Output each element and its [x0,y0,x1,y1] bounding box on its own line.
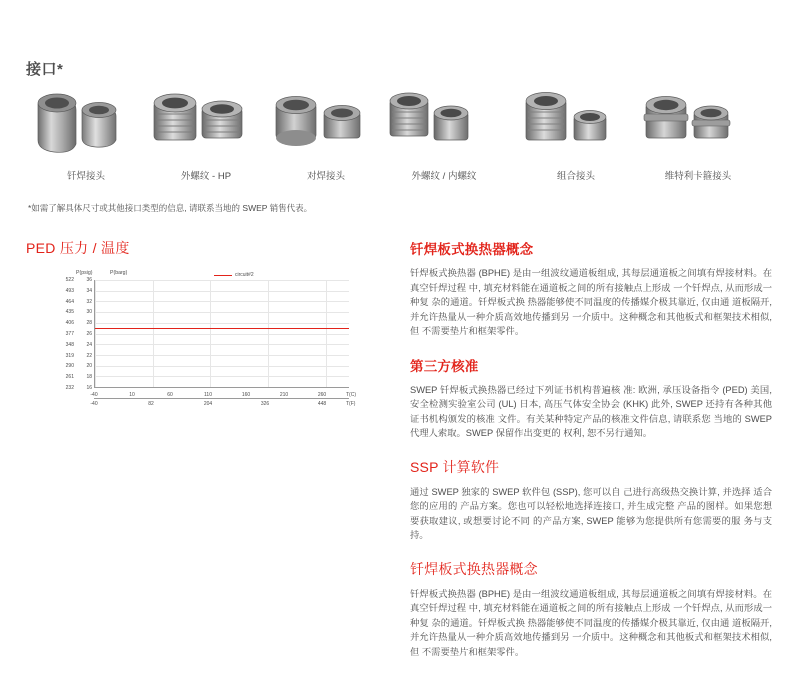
article-ssp-software [410,457,772,543]
chart-y2tick: 406 [65,320,74,327]
chart-y2tick: 319 [65,352,74,359]
chart-ytick: 20 [86,363,92,370]
chart-ytick: 16 [86,385,92,391]
connection-caption: 外螺纹 / 内螺纹 [411,171,477,182]
connection-item-external-thread-hp [146,82,266,182]
chart-xtick: -40 [90,392,98,398]
connection-caption: 对焊接头 [306,171,345,182]
chart-x2tick: 204 [203,401,213,407]
article-heading: 钎焊板式换热器概念 [410,560,538,577]
chart-secondary-axis [94,398,349,399]
chart-xtick: 60 [167,392,173,398]
chart-x2tick: 82 [148,401,154,407]
connection-caption: 维特利卡箍接头 [664,171,732,182]
chart-x2tick: 448 [317,401,327,407]
chart-ytick: 22 [86,352,92,359]
chart-x2tick: 326 [260,401,270,407]
connection-caption: 组合接头 [556,171,595,182]
legend-swatch [214,275,232,276]
chart-xtick: 210 [279,392,289,398]
chart-y2tick: 522 [65,277,74,283]
chart-ytick: 36 [86,277,92,283]
chart-x-label: T(C) [346,392,356,398]
connection-caption: 外螺纹 - HP [180,171,232,182]
external-internal-thread-icon [384,82,504,162]
connection-item-butt-weld [266,82,386,182]
external-thread-hp-icon [146,82,266,162]
chart-xtick: 10 [129,392,135,398]
ped-chart [46,268,386,433]
chart-ytick: 24 [86,341,92,348]
connection-item-brazed [26,82,146,182]
ped-section [26,238,381,433]
chart-y2tick: 261 [65,374,74,381]
chart-xtick: 110 [204,392,212,398]
article-heading: SSP 计算软件 [410,458,500,475]
chart-ytick: 30 [86,309,92,316]
connection-item-victaulic [638,82,758,182]
chart-series-circuit2 [95,328,349,329]
connections-section-title: 接口* [26,61,64,78]
chart-y2tick: 232 [65,385,74,391]
chart-y2tick: 493 [65,287,74,294]
chart-ytick: 28 [86,320,92,327]
article-third-party-approval [410,355,772,441]
combined-connection-icon [516,82,636,162]
chart-xtick: 260 [317,392,327,398]
chart-plot-area [94,280,349,388]
connections-footnote: *如需了解具体尺寸或其他接口类型的信息, 请联系当地的 SWEP 销售代表。 [28,203,313,213]
article-heading: 第三方核准 [410,358,479,374]
chart-ytick: 18 [86,374,92,381]
chart-x2-label: T(F) [346,401,356,407]
article-heading: 钎焊板式换热器概念 [410,242,534,257]
article-body: 钎焊板式换热器 (BPHE) 是由一组波纹通道板组成, 其每层通道板之间填有焊接材料。在真空钎焊过程 中, 填充材料能在通道板之间的所有接触点上形成 一个钎焊点, 从而形成一种复 杂的通道。钎焊板式换 热器能够使不同温度的传播媒介极其靠近, 仅由通 道板隔开, 并允许热量从一种介质高效地传播到另 一介质中。这种概念和其他板式和框架技术相似, 但 不需要垫片和框架零件。 [410,268,772,336]
chart-y2tick: 464 [65,298,74,305]
chart-y2tick: 290 [65,363,74,370]
chart-y2tick: 348 [65,341,74,348]
chart-xtick: 160 [241,392,251,398]
article-body: 通过 SWEP 独家的 SWEP 软件包 (SSP), 您可以自 己进行高级热交换计算, 并选择 适合您的应用的 产品方案。您也可以轻松地选择连接口, 并生成完整 产品的图样。如果您想要获取建议, 或想要讨论不同 的产品方案, SWEP 能够为您提供所有您需要的服 务与支持。 [410,486,772,540]
connections-gallery [26,82,771,182]
victaulic-clamp-icon [638,82,758,162]
chart-legend [214,272,254,278]
ped-title: PED 压力 / 温度 [26,240,130,256]
article-body: SWEP 钎焊板式换热器已经过下列证书机构普遍核 准: 欧洲, 承压设备指令 (PED) 美国, 安全检测实验室公司 (UL) 日本, 高压气体安全协会 (KHK) 此外, SWEP 还持有各种其他证书机构颁发的核准 文件。有关某种特定产品的核准文件信息, 请联系您 当地的 SWEP 代理人索取。SWEP 保留作出变更的 权利, 恕不另行通知。 [410,384,772,438]
chart-y2tick: 377 [65,331,74,337]
articles-column [410,238,772,675]
brazed-connection-icon [26,82,146,162]
connection-item-external-internal-thread [384,82,504,182]
chart-ytick: 32 [86,298,92,305]
connection-caption: 钎焊接头 [66,171,105,182]
connection-item-combined [516,82,636,182]
article-bphe-concept-1 [410,238,772,339]
butt-weld-icon [266,82,386,162]
article-body: 钎焊板式换热器 (BPHE) 是由一组波纹通道板组成, 其每层通道板之间填有焊接材料。在真空钎焊过程 中, 填充材料能在通道板之间的所有接触点上形成 一个钎焊点, 从而形成一种复 杂的通道。钎焊板式换 热器能够使不同温度的传播媒介极其靠近, 仅由通 道板隔开, 并允许热量从一种介质高效地传播到另 一介质中。这种概念和其他板式和框架技术相似, 但 不需要垫片和框架零件。 [410,588,772,657]
chart-ytick: 26 [86,331,92,337]
chart-x2tick: -40 [90,401,98,407]
article-bphe-concept-2 [410,559,772,660]
legend-label: circuit#2 [235,272,254,278]
chart-y2-label: P(psig) [76,270,93,276]
chart-y-label: P(barg) [110,270,128,276]
chart-y2tick: 435 [65,309,74,316]
chart-ytick: 34 [86,287,92,294]
